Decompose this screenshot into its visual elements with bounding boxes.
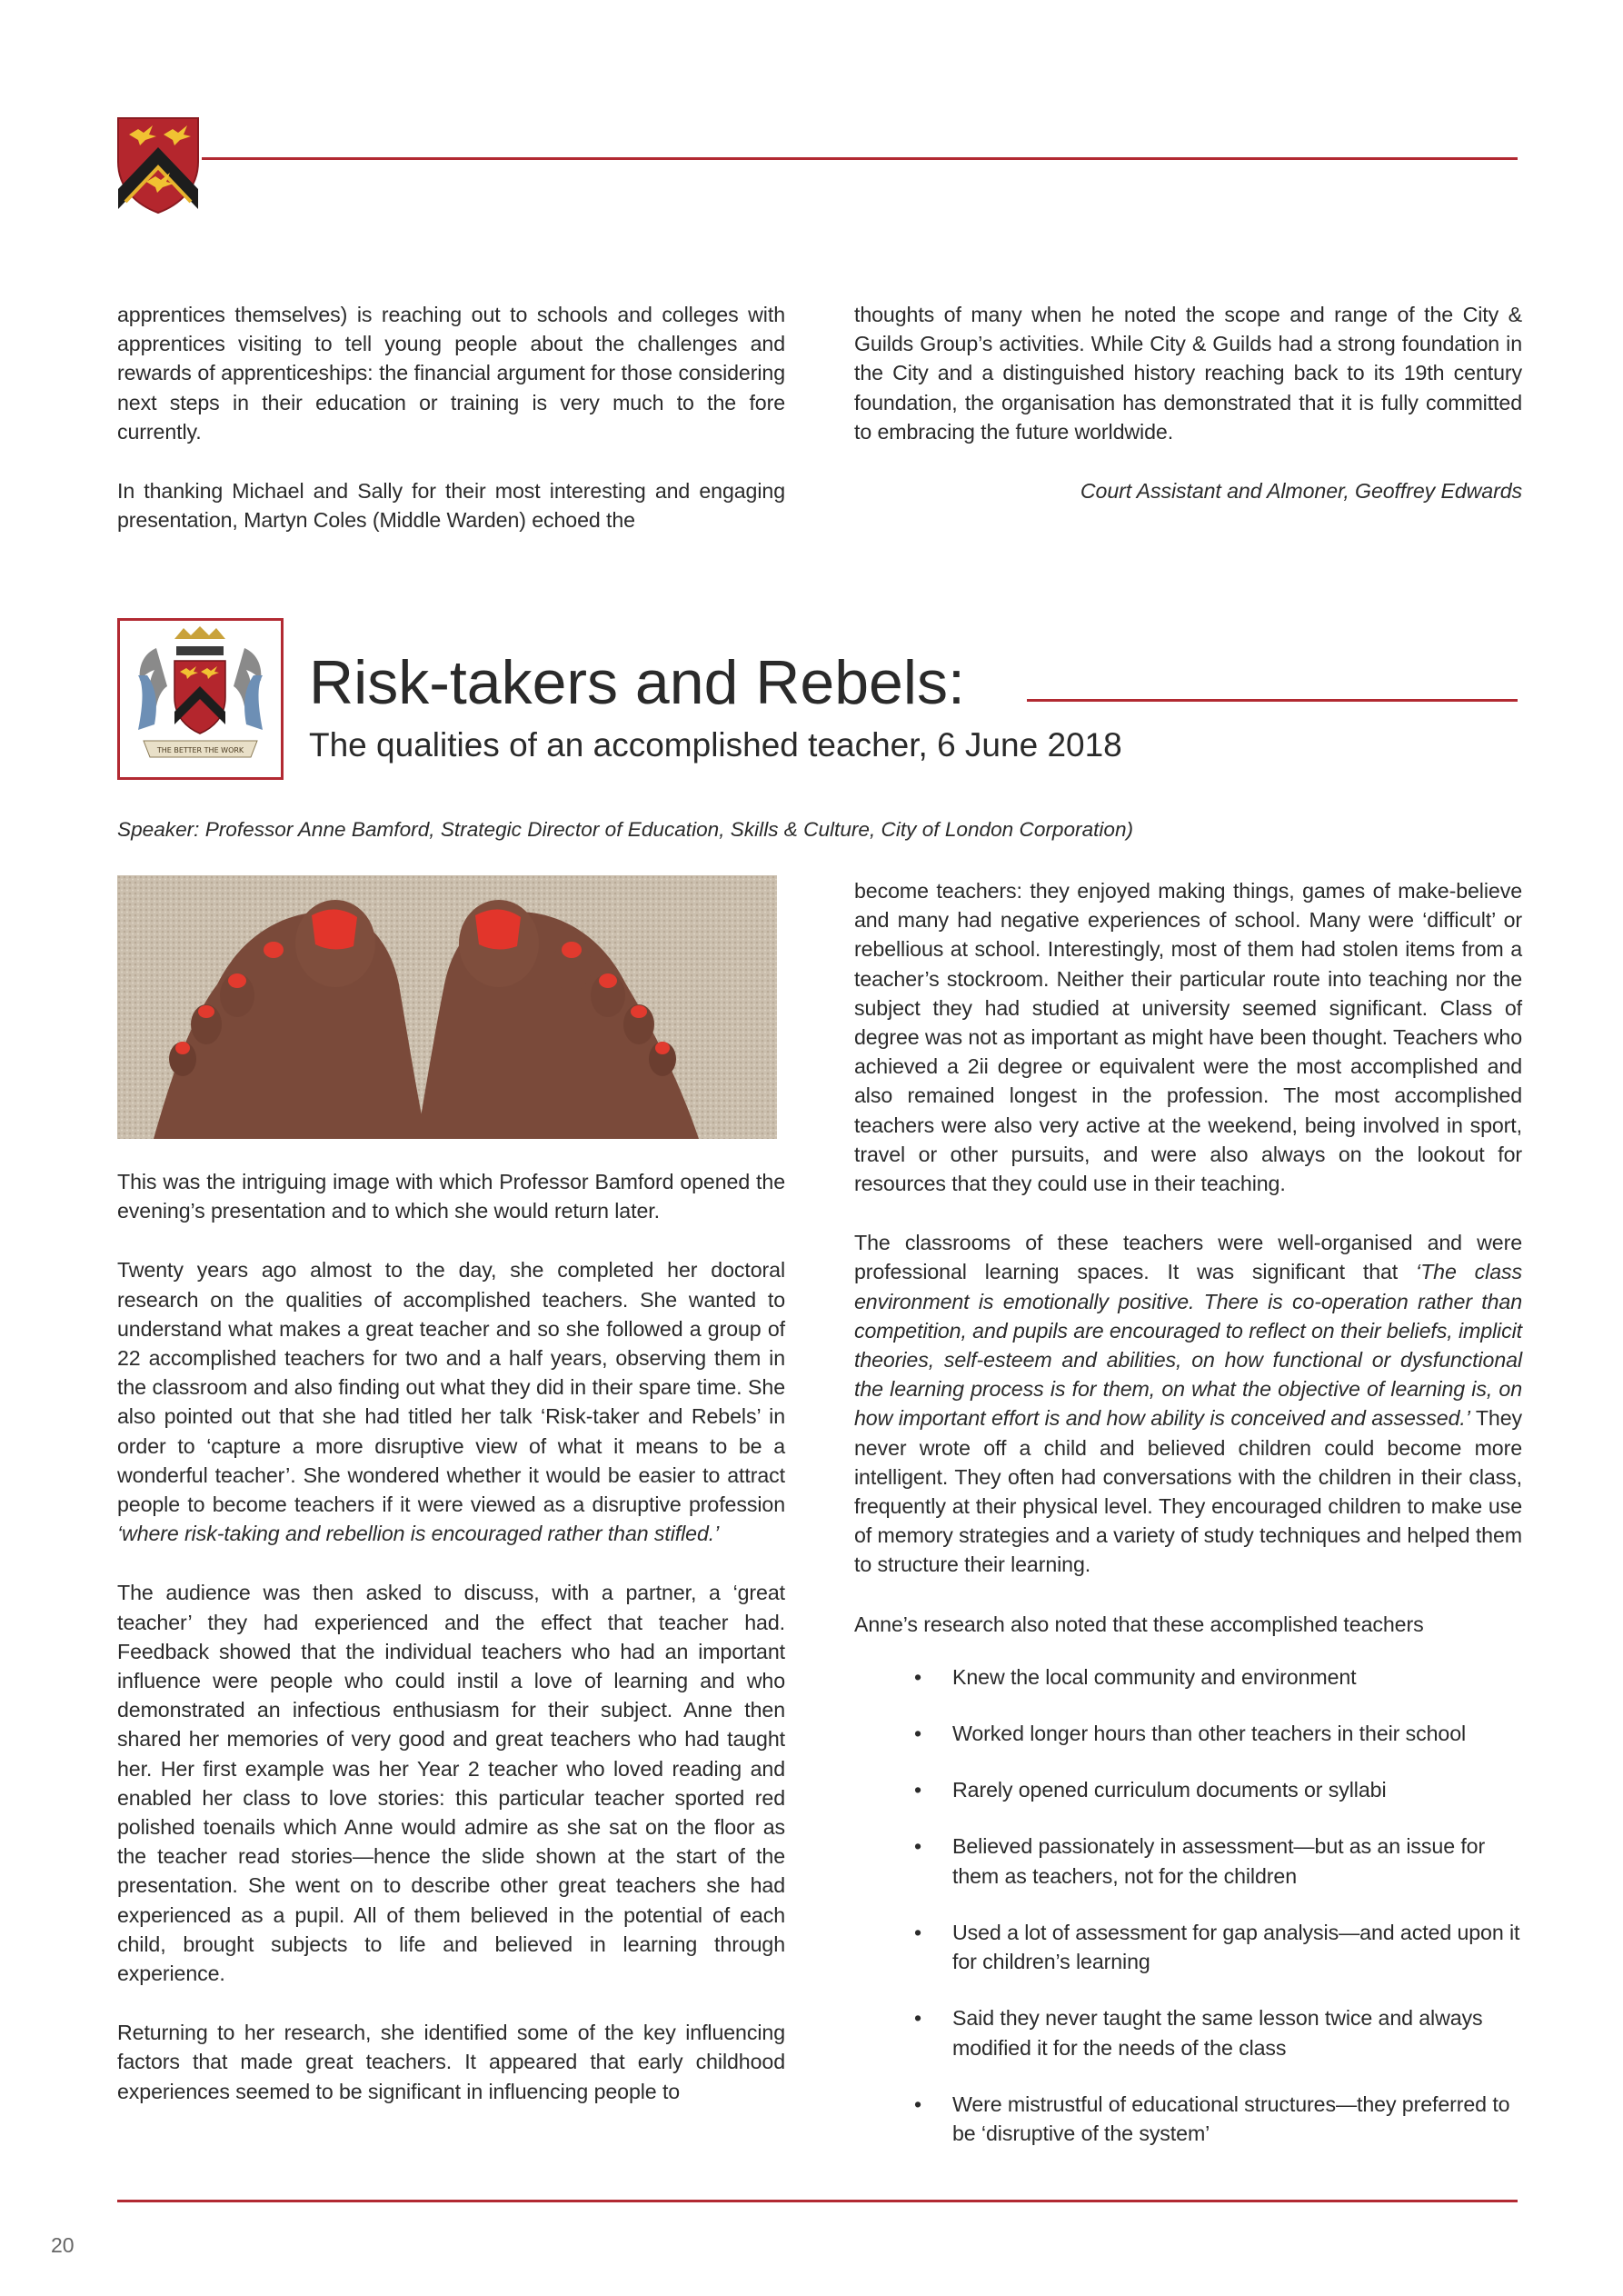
top-left-paragraph-1: apprentices themselves) is reaching out to schools and colleges with apprentices visiting to tell young people about the challenges and rewards of apprenticeships: the financial argument for those considering next steps in their education or training is very much to the fore currently.	[117, 303, 785, 444]
list-item	[854, 2090, 1522, 2148]
left-paragraph-4: Returning to her research, she identified some of the key influencing factors that made great teachers. It appeared that early childhood experiences seemed to be significant in influencing people to	[117, 2021, 785, 2103]
bullet-icon: •	[914, 2091, 922, 2116]
list-item	[854, 1719, 1522, 1748]
left-paragraph-1: This was the intriguing image with which Professor Bamford opened the evening’s presentation and to which she would return later.	[117, 1170, 785, 1223]
list-item	[854, 1775, 1522, 1804]
article-left-column	[117, 1167, 785, 2106]
footer-rule	[117, 2200, 1518, 2202]
top-right-paragraph: thoughts of many when he noted the scope and range of the City & Guilds Group’s activities. While City & Guilds had a strong foundation in the City and a distinguished history reaching back to its 19th century foundation, the organisation has demonstrated that it is fully committed to embracing the future worldwide.	[854, 303, 1522, 444]
left-paragraph-3: The audience was then asked to discuss, with a partner, a ‘great teacher’ they had experienced and the effect that teacher had. Feedback showed that the individual teachers who had an important influence were people who could instil a love of learning and who demonstrated an infectious enthusiasm for their subject. Anne then shared her memories of very good and great teachers who had taught her. Her first example was her Year 2 teacher who loved reading and enabled her class to love stories: this particular teacher sported red polished toenails which Anne would admire as she sat on the floor as the teacher read stories—hence the slide shown at the start of the presentation. She went on to describe other great teachers she had experienced as a pupil. All of them believed in the potential of each child, brought subjects to life and believed in learning through experience.	[117, 1581, 785, 1986]
list-item-text: Said they never taught the same lesson twice and always modified it for the needs of the class	[952, 2006, 1483, 2060]
title-rule	[1027, 699, 1518, 702]
top-right-column	[854, 300, 1522, 505]
bullet-icon: •	[914, 1722, 922, 1746]
bullet-icon: •	[914, 1778, 922, 1802]
right-paragraph-2-quote: ‘The class environment is emotionally positive. There is co-operation rather than competition, and pupils are encouraged to reflect on their beliefs, implicit theories, self-esteem and abilities, on how functional or dysfunctional the learning process is for them, on what the objective of learning is, on how important effort is and how ability is conceived and assessed.’	[854, 1260, 1522, 1431]
list-item	[854, 1832, 1522, 1890]
shield-logo	[115, 115, 202, 216]
left-paragraph-2-text: Twenty years ago almost to the day, she completed her doctoral research on the qualities of accomplished teachers. She wanted to understand what makes a great teacher and so she followed a group of 22 accomplished teachers for two and a half years, observing them in the classroom and also finding out what they did in their spare time. She also pointed out that she had titled her talk ‘Risk-taker and Rebels’ in order to ‘capture a more disruptive view of what it means to be a wonderful teacher’. She wondered whether it would be easier to attract people to become teachers if it were viewed as a disruptive profession	[117, 1258, 785, 1517]
right-paragraph-2	[854, 1228, 1522, 1579]
article-right-column	[854, 876, 1522, 2175]
top-left-paragraph-2: In thanking Michael and Sally for their most interesting and engaging presentation, Martyn Coles (Middle Warden) echoed the	[117, 479, 785, 533]
toenails-photo	[117, 875, 777, 1139]
right-paragraph-2-post: They never wrote off a child and believed children could become more intelligent. They often had conversations with the children in their class, frequently at their physical level. They encouraged children to make use of memory strategies and a variety of study techniques and helped them to structure their learning.	[854, 1406, 1522, 1577]
header-rule	[202, 157, 1518, 160]
right-paragraph-3: Anne’s research also noted that these accomplished teachers	[854, 1612, 1424, 1636]
list-item-text: Believed passionately in assessment—but as an issue for them as teachers, not for the children	[952, 1834, 1486, 1888]
page-number: 20	[51, 2233, 75, 2257]
bullet-icon: •	[914, 1920, 922, 1944]
teacher-traits-list	[854, 1662, 1522, 2148]
top-left-column	[117, 300, 785, 534]
speaker-line: Speaker: Professor Anne Bamford, Strategic Director of Education, Skills & Culture, City of London Corporation)	[117, 818, 1134, 841]
bullet-icon: •	[914, 1834, 922, 1859]
right-paragraph-2-pre: The classrooms of these teachers were well-organised and were professional learning spaces. It was significant that	[854, 1231, 1522, 1284]
crest-motto: THE BETTER THE WORK	[156, 746, 244, 754]
right-paragraph-1: become teachers: they enjoyed making things, games of make-believe and many had negative experiences of school. Many were ‘difficult’ or rebellious at school. Interestingly, most of them had stolen items from a teacher’s stockroom. Neither their particular route into teaching nor the subject they had studied at university seemed significant. Class of degree was not as important as might have been thought. Teachers who achieved a 2ii degree or equivalent were the most accomplished and also remained longest in the profession. The most accomplished teachers were also very active at the weekend, being involved in sport, travel or other pursuits, and were also always on the lookout for resources that they could use in their teaching.	[854, 879, 1522, 1196]
left-paragraph-2-quote: ‘where risk-taking and rebellion is encouraged rather than stifled.’	[117, 1522, 720, 1546]
list-item-text: Knew the local community and environment	[952, 1664, 1357, 1689]
coat-of-arms-icon	[120, 621, 281, 777]
list-item	[854, 1662, 1522, 1692]
bullet-icon: •	[914, 1664, 922, 1689]
article-subtitle: The qualities of an accomplished teacher, 6 June 2018	[309, 726, 1122, 764]
signature: Court Assistant and Almoner, Geoffrey Edwards	[1080, 479, 1522, 504]
crest-frame	[117, 618, 284, 780]
list-item	[854, 2003, 1522, 2061]
list-item	[854, 1918, 1522, 1976]
bullet-icon: •	[914, 2006, 922, 2031]
list-item-text: Were mistrustful of educational structures—they preferred to be ‘disruptive of the system’	[952, 2091, 1510, 2145]
list-item-text: Rarely opened curriculum documents or syllabi	[952, 1778, 1387, 1802]
list-item-text: Worked longer hours than other teachers in their school	[952, 1722, 1467, 1746]
list-item-text: Used a lot of assessment for gap analysis—and acted upon it for children’s learning	[952, 1920, 1520, 1974]
left-paragraph-2	[117, 1255, 785, 1548]
article-title: Risk-takers and Rebels:	[309, 648, 965, 717]
